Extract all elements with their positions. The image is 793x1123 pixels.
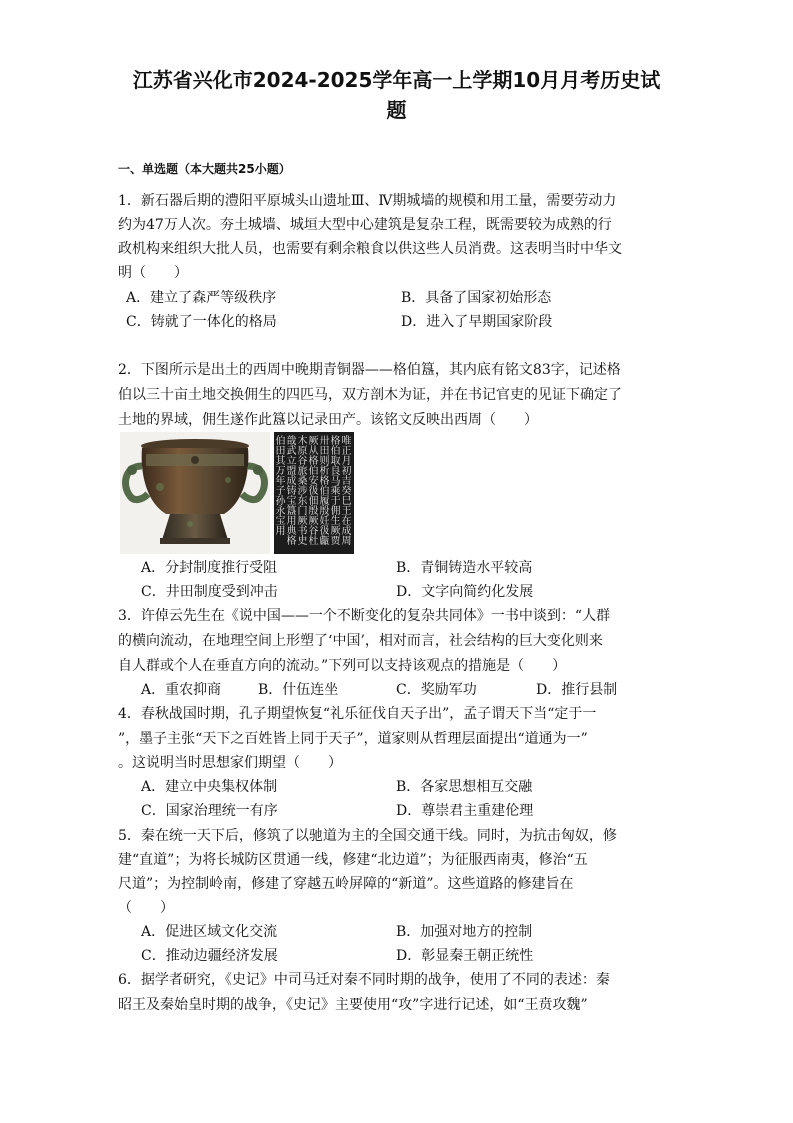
q5-line-3: 尺道”；为控制岭南，修建了穿越五岭屏障的“新道”。这些道路的修建旨在 — [118, 876, 574, 892]
page-title-line2: 题 — [386, 98, 407, 122]
section-heading: 一、单选题（本大题共25小题） — [118, 162, 291, 176]
q2-line-1: 2．下图所示是出土的西周中晚期青铜器——格伯簋，其内底有铭文83字，记述格 — [118, 362, 621, 378]
q4-option-c[interactable]: C．国家治理统一有序 — [141, 803, 278, 819]
q2-option-c[interactable]: C．井田制度受到冲击 — [141, 584, 278, 600]
q3-option-b[interactable]: B．什伍连坐 — [258, 682, 339, 698]
q2-line-3: 土地的界域，佣生遂作此簋以记录田产。该铭文反映出西周（ ） — [118, 412, 538, 428]
q1-option-c[interactable]: C．铸就了一体化的格局 — [126, 314, 277, 330]
inscription-rubbing-image — [274, 432, 354, 554]
q3-line-1: 3．许倬云先生在《说中国——一个不断变化的复杂共同体》一书中谈到：“人群 — [118, 608, 611, 624]
q2-option-a[interactable]: A．分封制度推行受阻 — [141, 560, 278, 576]
q1-line-4: 明（ ） — [118, 265, 188, 281]
q1-line-1: 1．新石器后期的澧阳平原城头山遗址Ⅲ、Ⅳ期城墙的规模和用工量，需要劳动力 — [118, 193, 617, 209]
q5-option-d[interactable]: D．彰显秦王朝正统性 — [396, 948, 534, 964]
q1-option-b[interactable]: B．具备了国家初始形态 — [401, 290, 552, 306]
inscription-glyphs: 唯正月初吉癸巳王在成周格伯取良马乘于佣生厥贾卅田则析格伯履殷妊彶甗厥从格伯安彶佃殷厥谷杜木原谷旅桑涉东门厥书史戠武立盟成铸宝簋用典格伯田其万年子孙永宝用 — [273, 435, 350, 545]
q1-option-d[interactable]: D．进入了早期国家阶段 — [401, 314, 553, 330]
q4-option-b[interactable]: B．各家思想相互交融 — [396, 779, 533, 795]
q3-option-a[interactable]: A．重农抑商 — [141, 682, 222, 698]
bronze-gui-vessel-image — [120, 432, 270, 554]
q4-line-1: 4．春秋战国时期，孔子期望恢复“礼乐征伐自天子出”，孟子谓天下当“定于一 — [118, 706, 597, 722]
q3-option-d[interactable]: D．推行县制 — [536, 682, 618, 698]
q4-option-a[interactable]: A．建立中央集权体制 — [141, 779, 278, 795]
q1-option-a[interactable]: A．建立了森严等级秩序 — [126, 290, 277, 306]
q3-option-c[interactable]: C．奖励军功 — [396, 682, 477, 698]
q5-line-2: 建“直道”；为将长城防区贯通一线，修建“北边道”；为征服西南夷，修治“五 — [118, 852, 588, 868]
q1-line-2: 约为47万人次。夯土城墙、城垣大型中心建筑是复杂工程，既需要较为成熟的行 — [118, 217, 612, 233]
q5-line-4: （ ） — [118, 900, 174, 916]
q2-line-2: 伯以三十亩土地交换佣生的四匹马，双方剖木为证，并在书记官吏的见证下确定了 — [118, 387, 622, 403]
q2-option-d[interactable]: D．文字向简约化发展 — [396, 584, 534, 600]
q4-line-3: 。这说明当时思想家们期望（ ） — [118, 755, 342, 771]
q4-option-d[interactable]: D．尊崇君主重建伦理 — [396, 803, 534, 819]
q5-option-a[interactable]: A．促进区域文化交流 — [141, 924, 278, 940]
q6-line-1: 6．据学者研究，《史记》中司马迁对秦不同时期的战争，使用了不同的表述：秦 — [118, 972, 610, 988]
page-title-line1: 江苏省兴化市2024-2025学年高一上学期10月月考历史试 — [132, 68, 661, 92]
q6-line-2: 昭王及秦始皇时期的战争，《史记》主要使用“攻”字进行记述，如“王贲攻魏” — [118, 997, 588, 1013]
q5-option-b[interactable]: B．加强对地方的控制 — [396, 924, 533, 940]
q3-line-2: 的横向流动，在地理空间上形塑了‘中国’，相对而言，社会结构的巨大变化则来 — [118, 633, 603, 649]
q5-option-c[interactable]: C．推动边疆经济发展 — [141, 948, 278, 964]
q5-line-1: 5．秦在统一天下后，修筑了以驰道为主的全国交通干线。同时，为抗击匈奴，修 — [118, 828, 617, 844]
q3-line-3: 自人群或个人在垂直方向的流动。”下列可以支持该观点的措施是（ ） — [118, 658, 567, 674]
q2-option-b[interactable]: B．青铜铸造水平较高 — [396, 560, 533, 576]
q1-line-3: 政机构来组织大批人员，也需要有剩余粮食以供这些人员消费。这表明当时中华文 — [118, 241, 622, 257]
q4-line-2: ”，墨子主张“天下之百姓皆上同于天子”，道家则从哲理层面提出“道通为一” — [118, 731, 588, 747]
